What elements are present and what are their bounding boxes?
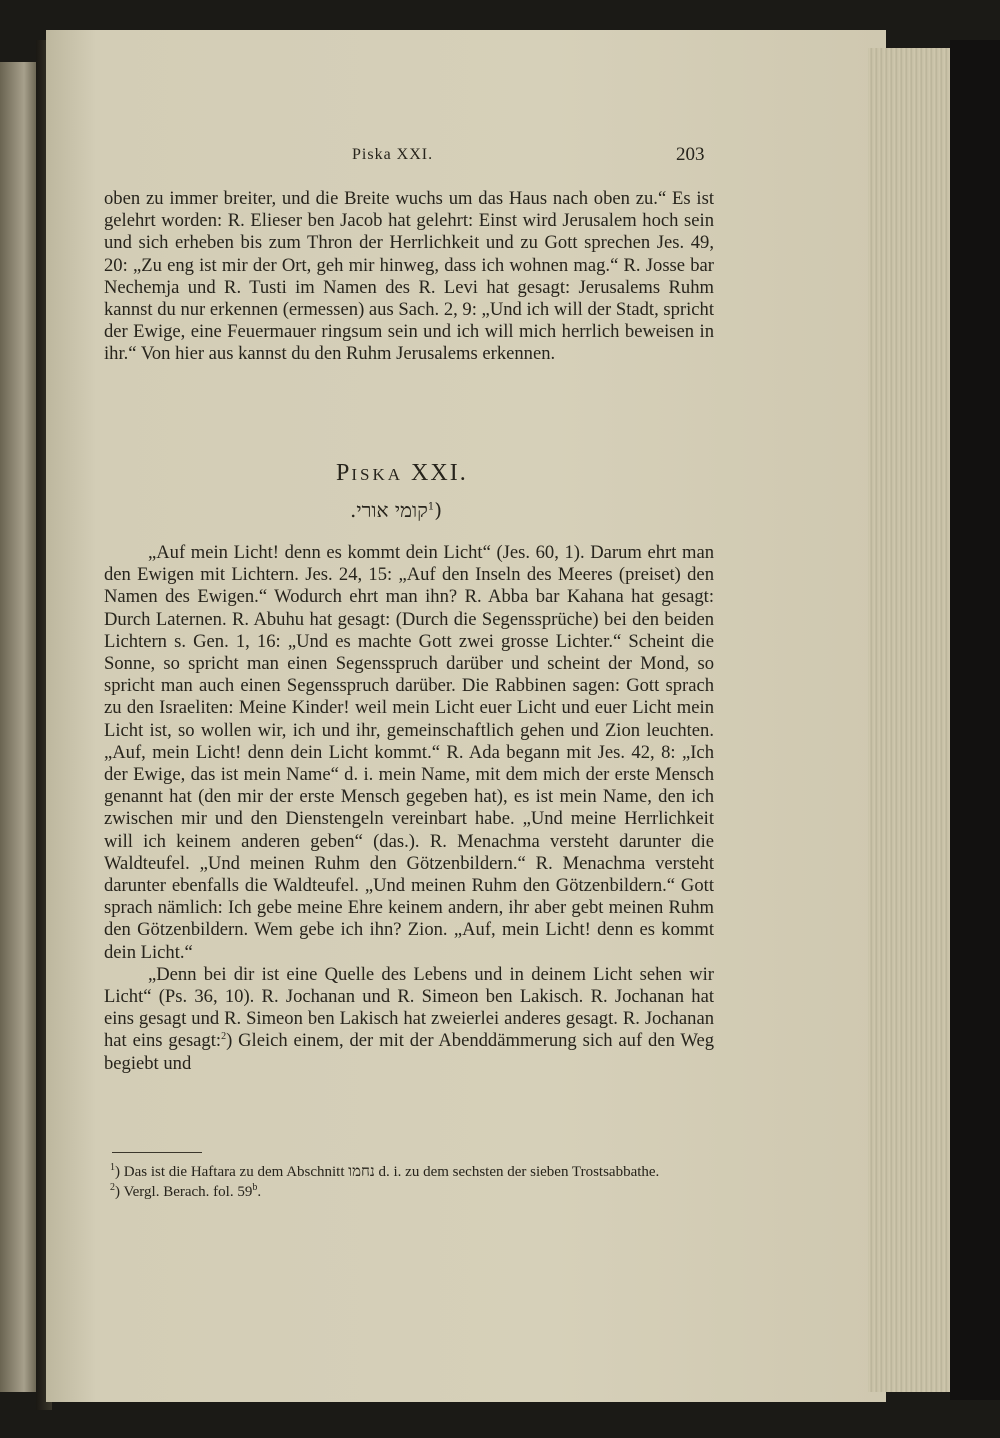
heading-number: XXI. [403, 460, 468, 486]
heading-smallcaps: ISKA [351, 465, 404, 484]
footnote-2-sup: b [252, 1182, 258, 1193]
section-heading [336, 460, 468, 487]
page-stack-edge [868, 48, 950, 1392]
paragraph-text: oben zu immer breiter, und die Breite wuchs um das Haus nach oben zu.“ Es ist gelehrt worden: R. Elieser ben Jacob hat gelehrt: Einst wird Jerusalem hoch sein und sich erheben bis zum Thron der Herrlichkeit und zu Gott sprechen Jes. 49, 20: „Zu eng ist mir der Ort, geh mir hinweg, dass ich wohnen mag.“ R. Josse bar Nechemja und R. Tusti im Namen des R. Levi hat gesagt: Jerusalems Ruhm kannst du nur erkennen (ermessen) aus Sach. 2, 9: „Und ich will der Stadt, spricht der Ewige, eine Feuermauer ringsum sein und ich will mich herrlich beweisen in ihr.“ Von hier aus kannst du den Ruhm Jerusalems erkennen. [104, 188, 714, 365]
footnote-2-text: ) Vergl. Berach. fol. 59 [115, 1184, 253, 1200]
footnote-1 [110, 1162, 716, 1182]
heading-initial: P [336, 460, 352, 486]
running-head: Piska XXI. [352, 146, 434, 163]
paragraph-2 [104, 964, 714, 1075]
footnote-mark: 1 [110, 1162, 115, 1173]
footnote-2-end: . [257, 1184, 262, 1200]
paragraph-1: „Auf mein Licht! denn es kommt dein Licht“ (Jes. 60, 1). Darum ehrt man den Ewigen mit Lichtern. Jes. 24, 15: „Auf den Inseln des Meeres (preiset) den Namen des Ewigen.“ Wodurch ehrt man ihn? R. Abba bar Kahana hat gesagt: Durch Laternen. R. Abuhu hat gesagt: (Durch die Segenssprüche) bei den beiden Lichtern s. Gen. 1, 16: „Und es machte Gott zwei grosse Lichter.“ Scheint die Sonne, so spricht man einen Segensspruch darüber und scheint der Mond, so spricht man auch einen Segensspruch darüber. Die Rabbinen sagen: Gott sprach zu den Israeliten: Meine Kinder! weil mein Licht euer Licht und euer Licht mein Licht ist, so wollen wir, ich und ihr, gemeinschaftlich gehen und Zion leuchten. „Auf, mein Licht! denn dein Licht kommt.“ R. Ada begann mit Jes. 42, 8: „Ich der Ewige, das ist mein Name“ d. i. mein Name, mit dem mich der erste Mensch genannt hat (den mir der erste Mensch gegeben hat), es ist mein Name, den ich zwischen mir und den Dienstengeln vereinbart habe. „Und meine Herrlichkeit will ich keinem anderen geben“ (das.). R. Menachma versteht darunter die Waldteufel. „Und meinen Ruhm den Götzenbildern.“ R. Menachma versteht darunter ebenfalls die Waldteufel. „Und meinen Ruhm den Götzenbildern.“ Gott sprach nämlich: Ich gebe meine Ehre keinem andern, ihr aber gebt meinen Ruhm den Götzenbildern. Wem gebe ich ihn? Zion. „Auf, mein Licht! denn es kommt dein Licht.“ [104, 542, 714, 963]
footnote-1-text: ) Das ist die Haftara zu dem Abschnitt נחמו d. i. zu dem sechsten der sieben Trostsabbathe. [115, 1164, 660, 1180]
footnote-rule [112, 1152, 202, 1153]
facing-page-edge [0, 62, 40, 1392]
footnote-mark: 2 [110, 1182, 115, 1193]
footnote-2 [110, 1182, 716, 1202]
paragraph-2-text-cont: ) Gleich einem, der mit der Abenddämmerung sich auf den Weg begiebt und [104, 1030, 715, 1074]
page-number: 203 [676, 144, 705, 165]
book-cover [950, 40, 1000, 1400]
main-text [104, 542, 714, 1075]
hebrew-title: קומי אורי.$^1$) [350, 498, 443, 522]
hebrew-title-text: קומי אורי. [350, 498, 428, 522]
footnote-ref: 2 [221, 1031, 227, 1043]
footnotes [110, 1162, 716, 1202]
paragraph-continued [104, 188, 714, 366]
footnote-ref: 1 [427, 501, 435, 513]
paragraph-2-text: „Denn bei dir ist eine Quelle des Lebens und in deinem Licht sehen wir Licht“ (Ps. 36, 10). R. Jochanan und R. Simeon ben Lakisch. R. Jochanan hat eins gesagt und R. Simeon ben Lakisch hat zweierlei anderes gesagt. R. Jochanan hat eins gesagt: [104, 963, 714, 1052]
